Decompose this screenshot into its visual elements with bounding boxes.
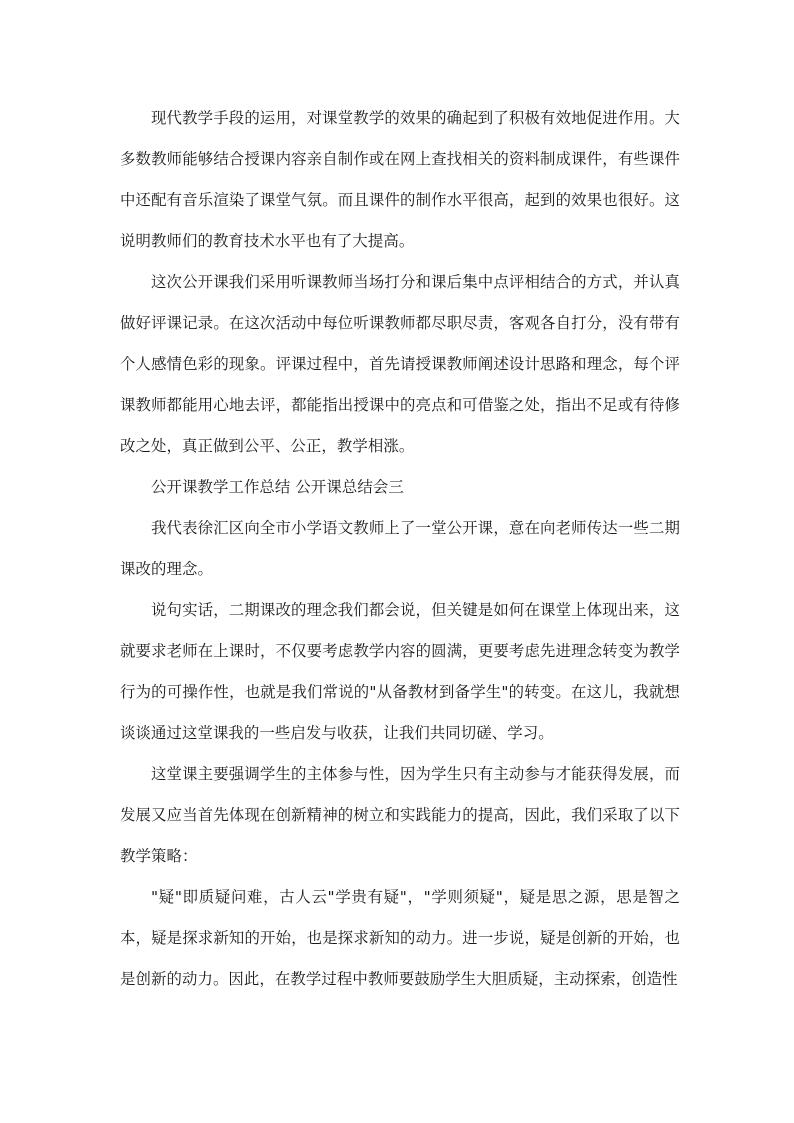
paragraph-questioning: "疑"即质疑问难，古人云"学贵有疑"，"学则须疑"，疑是思之源，思是智之本，疑是探求新知的开始，也是探求新知的动力。进一步说，疑是创新的开始，也是创新的动力。因此，在教学过程中教师要鼓励学生大胆质疑，主动探索，创造性 [120, 888, 680, 988]
paragraph-evaluation-method: 这次公开课我们采用听课教师当场打分和课后集中点评相结合的方式，并认真做好评课记录。在这次活动中每位听课教师都尽职尽责，客观各自打分，没有带有个人感情色彩的现象。评课过程中，首先请授课教师阐述设计思路和理念，每个评课教师都能用心地去评，都能指出授课中的亮点和可借鉴之处，指出不足或有待修改之处，真正做到公平、公正，教学相涨。 [120, 273, 680, 455]
paragraph-reform-ideas: 说句实话，二期课改的理念我们都会说，但关键是如何在课堂上体现出来，这就要求老师在上课时，不仅要考虑教学内容的圆满，更要考虑先进理念转变为教学行为的可操作性，也就是我们常说的"从备教材到备学生"的转变。在这儿，我就想谈谈通过这堂课我的一些启发与收获，让我们共同切磋、学习。 [120, 601, 680, 742]
paragraph-student-participation: 这堂课主要强调学生的主体参与性，因为学生只有主动参与才能获得发展，而发展又应当首先体现在创新精神的树立和实践能力的提高，因此，我们采取了以下教学策略： [120, 765, 680, 865]
section-heading: 公开课教学工作总结 公开课总结会三 [151, 478, 404, 496]
paragraph-teaching-tools: 现代教学手段的运用，对课堂教学的效果的确起到了积极有效地促进作用。大多数教师能够结合授课内容亲自制作或在网上查找相关的资料制成课件，有些课件中还配有音乐渲染了课堂气氛。而且课件的制作水平很高，起到的效果也很好。这说明教师们的教育技术水平也有了大提高。 [120, 109, 680, 250]
document-body [120, 98, 680, 1000]
paragraph-intro: 我代表徐汇区向全市小学语文教师上了一堂公开课，意在向老师传达一些二期课改的理念。 [120, 519, 680, 578]
